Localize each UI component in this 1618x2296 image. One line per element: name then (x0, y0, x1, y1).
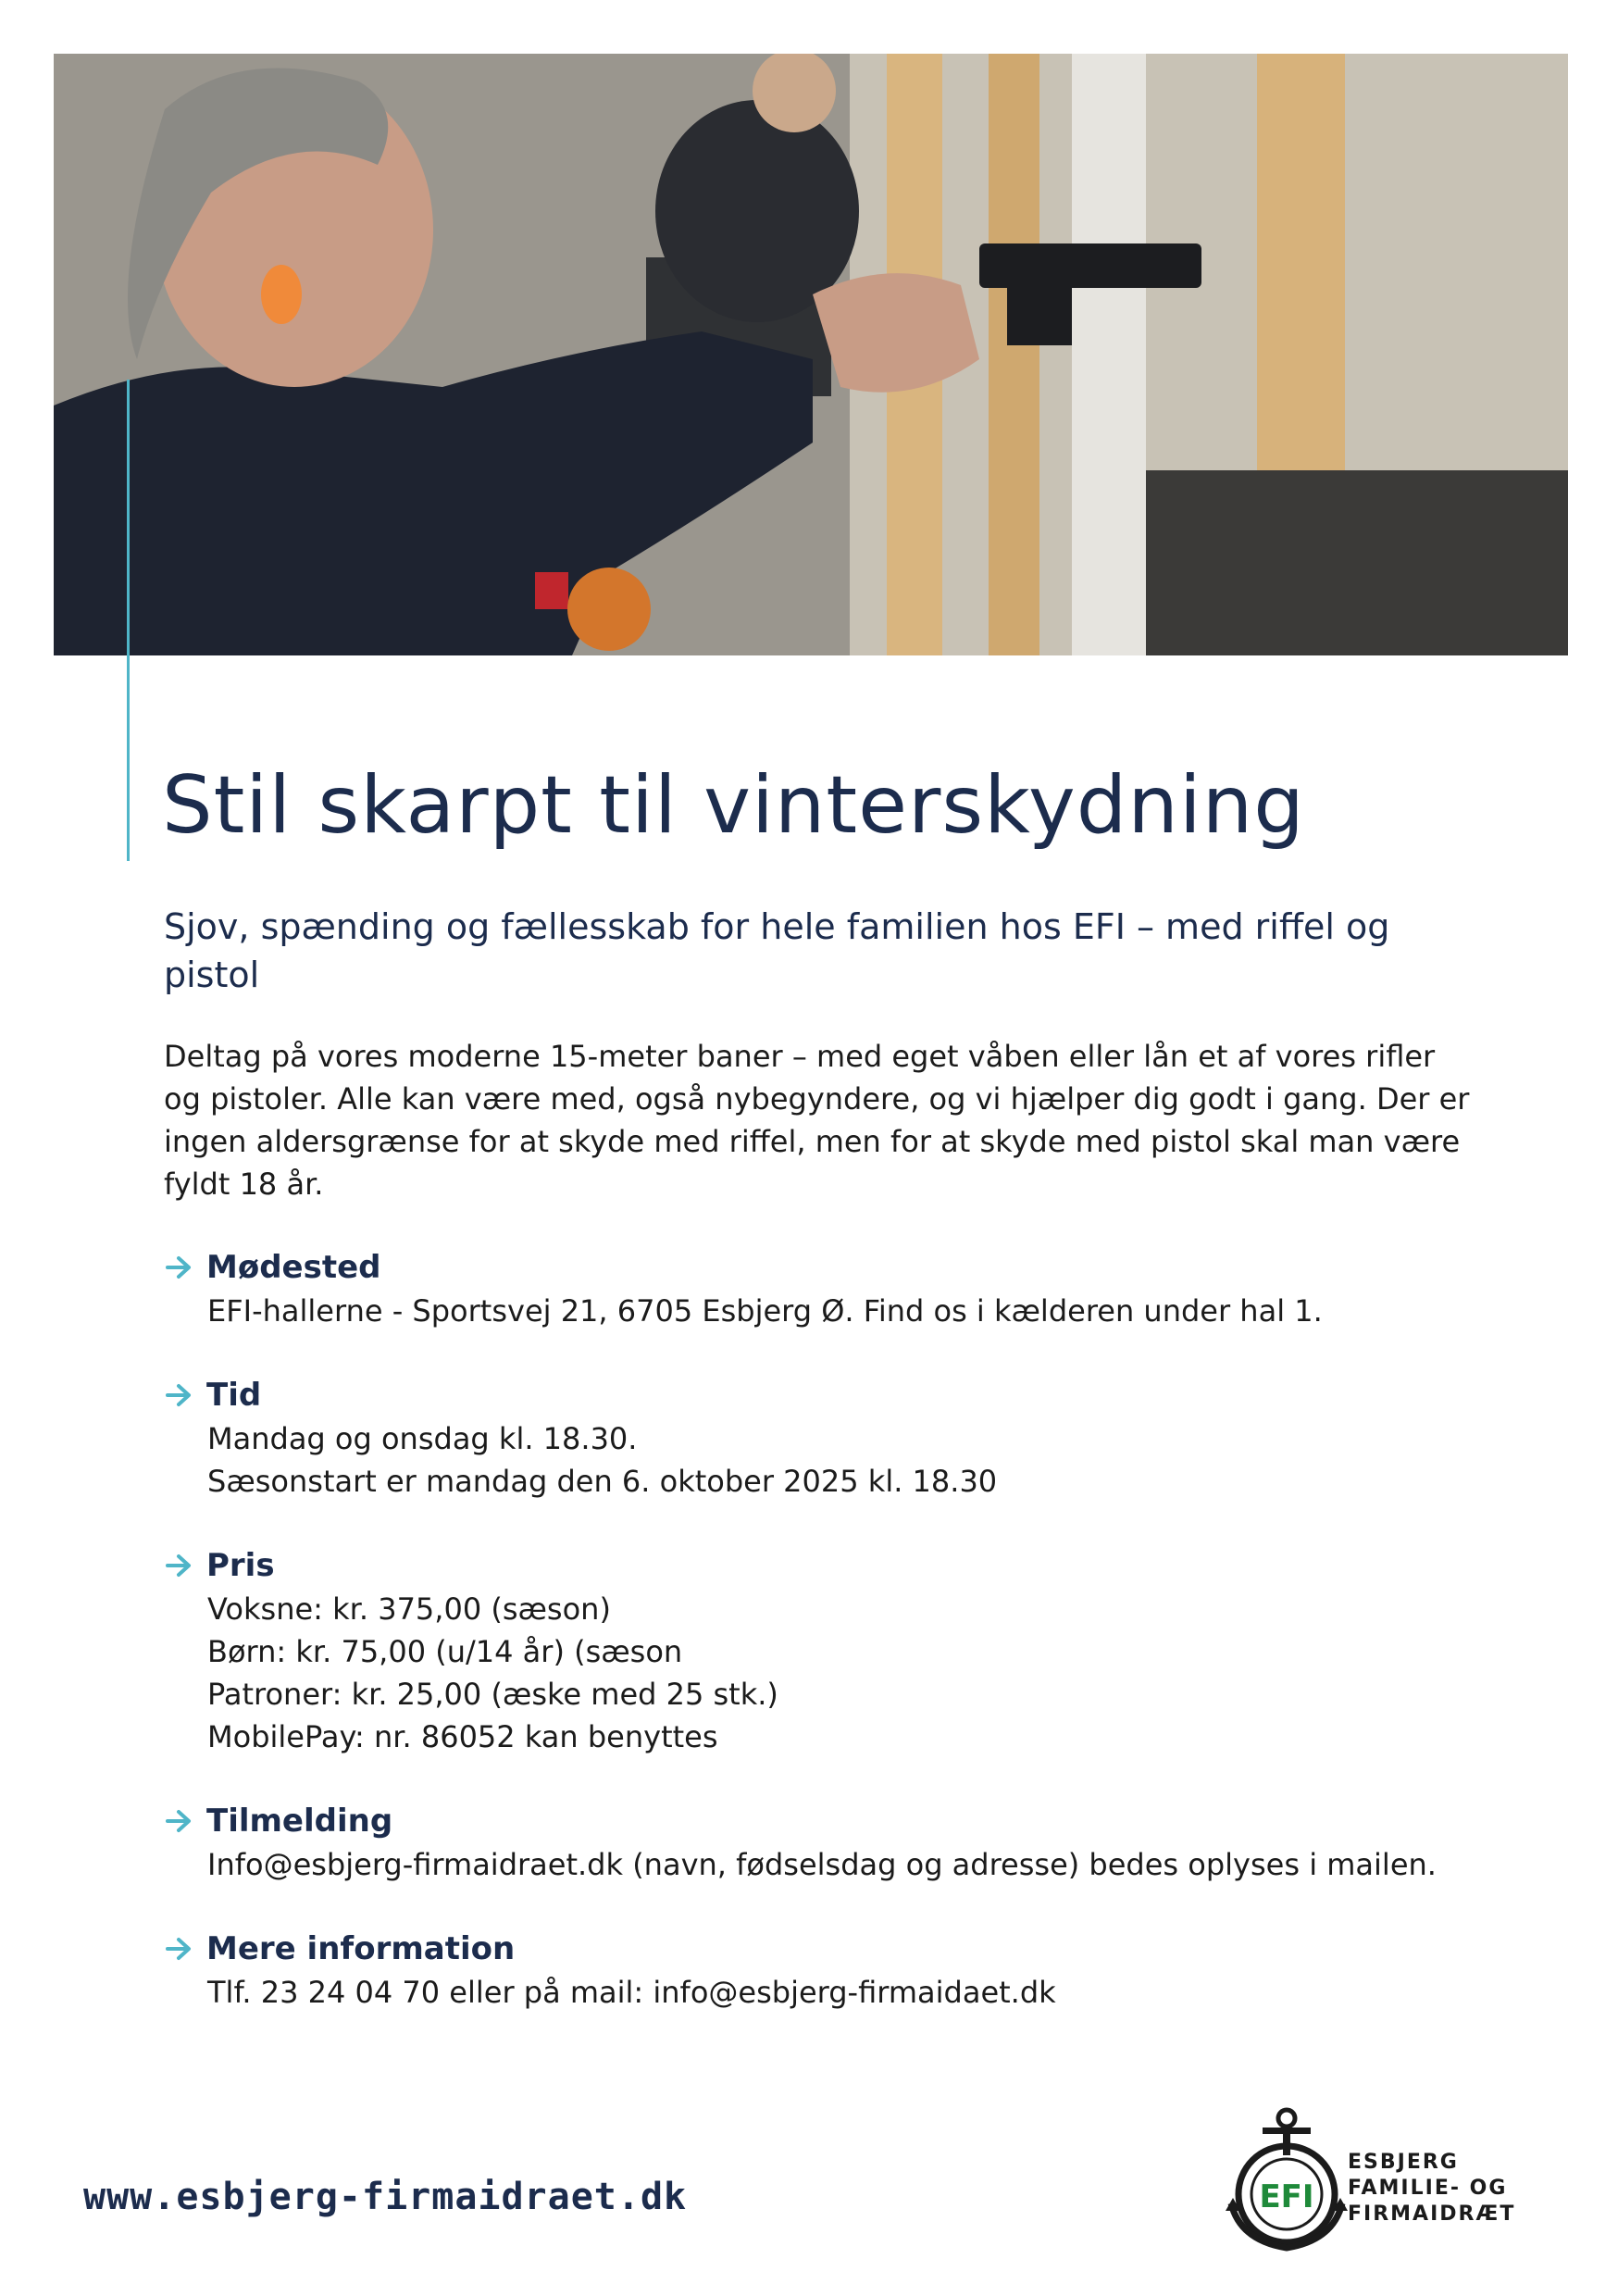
shooting-range-illustration (54, 54, 1568, 655)
arrow-right-icon (164, 1935, 195, 1963)
section-line: Sæsonstart er mandag den 6. oktober 2025 kl. 18.30 (207, 1464, 998, 1499)
section-line: MobilePay: nr. 86052 kan benyttes (207, 1719, 718, 1754)
arrow-right-icon (164, 1381, 195, 1409)
section-mere-information (164, 1927, 1478, 2014)
logo-badge-text: EFI (1259, 2178, 1314, 2215)
section-heading: Tid (206, 1377, 262, 1414)
arrow-right-icon (164, 1807, 195, 1835)
section-heading: Mødested (206, 1249, 381, 1286)
section-line: Mandag og onsdag kl. 18.30. (207, 1421, 638, 1456)
logo-line: FAMILIE- OG (1348, 2177, 1508, 2200)
logo-line: FIRMAIDRÆT (1348, 2202, 1516, 2226)
subtitle: Sjov, spænding og fællesskab for hele familien hos EFI – med riffel og pistol (164, 906, 1390, 995)
section-line: Voksne: kr. 375,00 (sæson) (207, 1591, 611, 1627)
accent-line (127, 380, 130, 861)
section-tilmelding (164, 1799, 1478, 1886)
info-sections (164, 1245, 1478, 2054)
section-line: Patroner: kr. 25,00 (æske med 25 stk.) (207, 1677, 778, 1712)
arrow-right-icon (164, 1254, 195, 1281)
website-link[interactable]: www.esbjerg-firmaidraet.dk (83, 2176, 688, 2218)
section-heading: Tilmelding (206, 1803, 393, 1840)
section-line[interactable]: Info@esbjerg-firmaidraet.dk (navn, fødselsdag og adresse) bedes oplyses i mailen. (207, 1847, 1437, 1882)
section-heading: Mere information (206, 1930, 516, 1967)
hero-photo (54, 54, 1568, 655)
section-modested (164, 1245, 1478, 1332)
section-pris (164, 1543, 1478, 1758)
logo-line: ESBJERG (1348, 2151, 1459, 2174)
efi-anchor-logo (1213, 2102, 1361, 2254)
intro-paragraph: Deltag på vores moderne 15-meter baner – med eget våben eller lån et af vores rifler og pistoler. Alle kan være med, også nybegyndere, og vi hjælper dig godt i gang. Der er ingen aldersgrænse for at skyde med riffel, men for at skyde med pistol skal man være fyldt 18 år. (164, 1039, 1470, 1202)
section-line[interactable]: Tlf. 23 24 04 70 eller på mail: info@esbjerg-firmaidaet.dk (207, 1975, 1056, 2010)
section-heading: Pris (206, 1547, 275, 1584)
page-title: Stil skarpt til vinterskydning (162, 759, 1305, 852)
section-line: EFI-hallerne - Sportsvej 21, 6705 Esbjerg Ø. Find os i kælderen under hal 1. (207, 1293, 1323, 1329)
logo-wordmark (1348, 2150, 1515, 2227)
section-line: Børn: kr. 75,00 (u/14 år) (sæson (207, 1634, 683, 1669)
section-tid (164, 1373, 1478, 1503)
arrow-right-icon (164, 1552, 195, 1579)
